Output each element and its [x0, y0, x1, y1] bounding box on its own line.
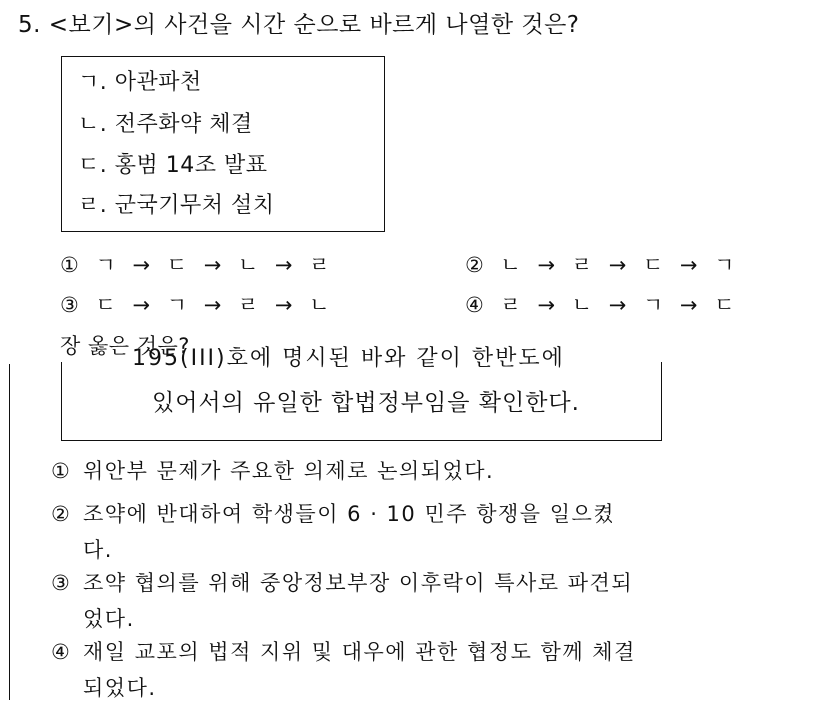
option-text: 재일 교포의 법적 지위 및 대우에 관한 협정도 함께 체결 — [83, 640, 636, 664]
option-number: ② — [51, 502, 72, 526]
bogi-box — [61, 56, 385, 232]
question-5-title: 5. <보기>의 사건을 시간 순으로 바르게 나열한 것은? — [18, 12, 580, 38]
option-3[interactable] — [51, 567, 633, 633]
column-divider — [9, 364, 10, 700]
bogi-item: ㄷ. 홍범 14조 발표 — [78, 153, 268, 178]
bogi-item: ㄱ. 아관파천 — [78, 70, 202, 95]
quote-partial-line: 195(III)호에 명시된 바와 같이 한반도에 — [132, 346, 565, 371]
option-text-continued: 었다. — [83, 607, 135, 631]
option-text: 조약 협의를 위해 중앙정보부장 이후락이 특사로 파견되 — [83, 571, 634, 595]
option-text-continued: 다. — [83, 538, 113, 562]
choice-2[interactable]: ② ㄴ → ㄹ → ㄷ → ㄱ — [465, 253, 740, 277]
option-4[interactable] — [51, 636, 636, 702]
option-text-continued: 되었다. — [83, 676, 157, 700]
choice-4[interactable]: ④ ㄹ → ㄴ → ㄱ → ㄷ — [465, 293, 740, 317]
option-number: ④ — [51, 640, 72, 664]
question-fragment: 장 옳은 것은? — [60, 334, 190, 358]
option-number: ③ — [51, 571, 72, 595]
quote-line: 있어서의 유일한 합법정부임을 확인한다. — [152, 390, 580, 416]
bogi-item: ㄴ. 전주화약 체결 — [78, 112, 253, 137]
bogi-item: ㄹ. 군국기무처 설치 — [78, 193, 275, 218]
option-1[interactable] — [51, 455, 494, 485]
option-2[interactable] — [51, 498, 615, 564]
treaty-quote-box — [61, 346, 662, 441]
option-text: 조약에 반대하여 학생들이 6 · 10 민주 항쟁을 일으켰 — [83, 502, 616, 526]
choice-3[interactable]: ③ ㄷ → ㄱ → ㄹ → ㄴ — [60, 293, 335, 317]
option-number: ① — [51, 459, 72, 483]
option-text: 위안부 문제가 주요한 의제로 논의되었다. — [83, 459, 495, 483]
choice-1[interactable]: ① ㄱ → ㄷ → ㄴ → ㄹ — [60, 253, 335, 277]
